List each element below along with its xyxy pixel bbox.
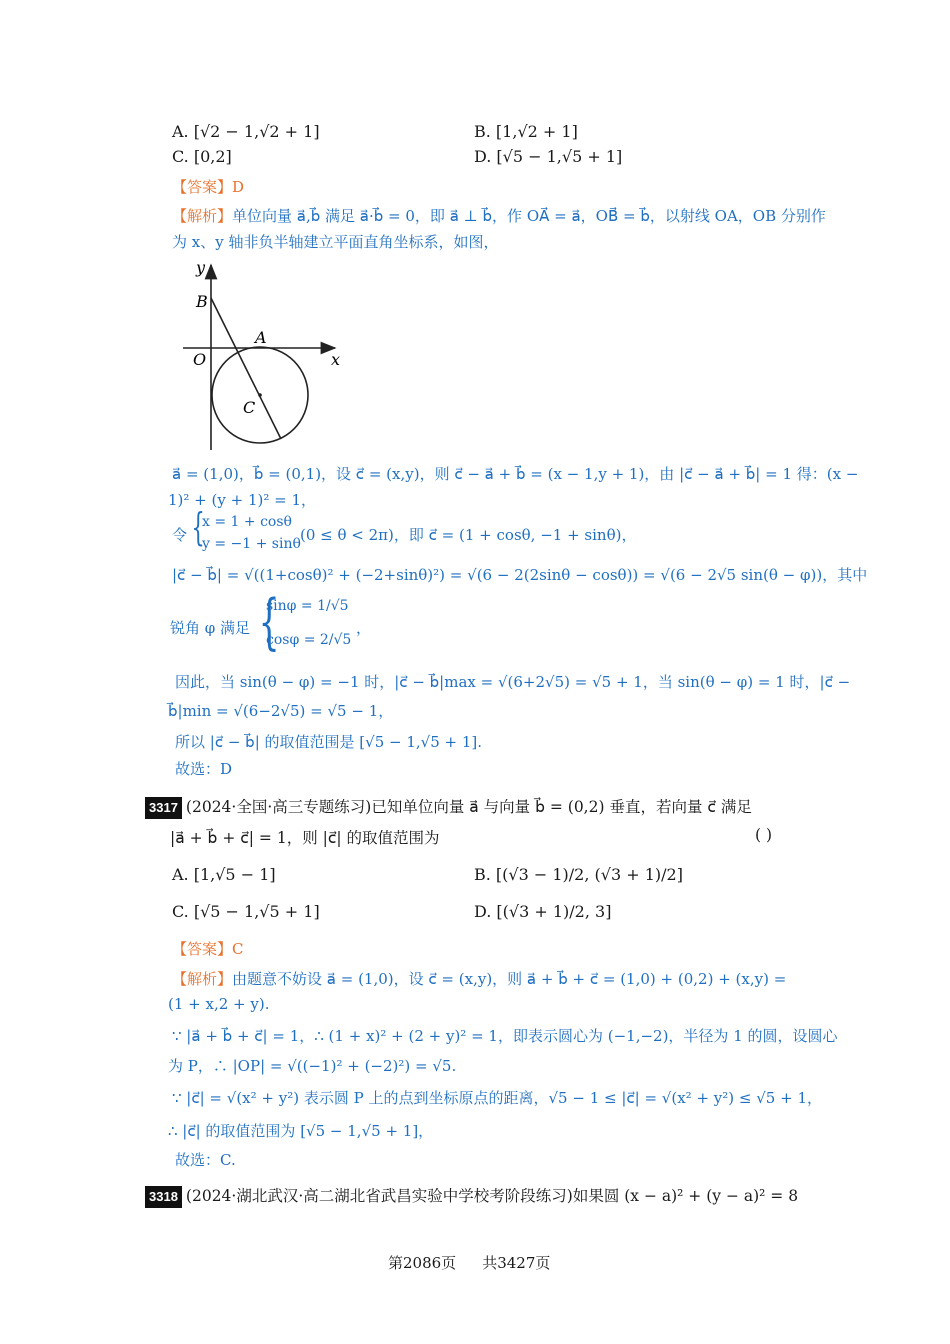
label-a: A xyxy=(255,328,267,347)
option-a: A. [√2 − 1,√2 + 1] xyxy=(172,122,320,141)
label-o: O xyxy=(193,350,207,369)
analysis-tag: 【解析】 xyxy=(172,207,233,225)
center-point xyxy=(258,393,262,397)
step-2: 1)² + (y + 1)² = 1， xyxy=(168,491,317,509)
option-c: C. [0,2] xyxy=(172,147,232,166)
answer-paren: ( ) xyxy=(755,826,773,844)
analysis-line-2: 为 x、y 轴非负半轴建立平面直角坐标系，如图， xyxy=(172,233,499,251)
page-footer xyxy=(388,1252,550,1273)
q3317-option-a: A. [1,√5 − 1] xyxy=(172,865,276,884)
question-number-3318: 3318 xyxy=(145,1186,182,1208)
label-x: x xyxy=(331,350,341,369)
label-c: C xyxy=(243,398,256,417)
answer-value: D xyxy=(232,178,245,196)
q3317-option-c: C. [√5 − 1,√5 + 1] xyxy=(172,902,320,921)
label-y: y xyxy=(196,258,206,277)
system-1-eq-2: y = −1 + sinθ xyxy=(202,536,301,552)
step-7: b⃗|min = √(6−2√5) = √5 − 1， xyxy=(168,702,394,720)
line-bc xyxy=(211,298,281,439)
question-3317-stem-1: 3317 (2024·全国·高三专题练习)已知单位向量 a⃗ 与向量 b⃗ = (0,2) 垂直，若向量 c⃗ 满足 xyxy=(145,795,752,819)
q3317-option-b: B. [(√3 − 1)/2, (√3 + 1)/2] xyxy=(474,865,683,884)
step-1: a⃗ = (1,0)，b⃗ = (0,1)，设 c⃗ = (x,y)，则 c⃗ − a⃗ + b⃗ = (x − 1,y + 1)，由 |c⃗ − a⃗ + b⃗| = 1 得：(x − xyxy=(172,465,859,483)
q3317-analysis-7: 故选：C. xyxy=(175,1151,236,1169)
question-3318-stem: 3318 (2024·湖北武汉·高二湖北省武昌实验中学校考阶段练习)如果圆 (x − a)² + (y − a)² = 8 xyxy=(145,1184,798,1208)
question-number: 3317 xyxy=(145,797,182,819)
coordinate-figure xyxy=(175,255,350,455)
step-3-let: 令 xyxy=(172,526,188,544)
analysis-line-1: 【解析】单位向量 a⃗,b⃗ 满足 a⃗·b⃗ = 0，即 a⃗ ⊥ b⃗，作 OA⃗ = a⃗，OB⃗ = b⃗，以射线 OA，OB 分别作 xyxy=(172,207,826,225)
q3317-option-d: D. [(√3 + 1)/2, 3] xyxy=(474,902,612,921)
q3317-answer-tag: 【答案】 xyxy=(172,940,233,958)
system-1-eq-1: x = 1 + cosθ xyxy=(202,514,292,530)
system-2-eq-1: sinφ = 1/√5 xyxy=(266,598,349,614)
step-6: 因此，当 sin(θ − φ) = −1 时，|c⃗ − b⃗|max = √(6+2√5) = √5 + 1，当 sin(θ − φ) = 1 时，|c⃗ − xyxy=(175,673,851,691)
system-2-eq-2: cosφ = 2/√5 xyxy=(266,632,352,648)
q3317-analysis-6: ∴ |c⃗| 的取值范围为 [√5 − 1,√5 + 1]， xyxy=(168,1122,434,1140)
label-b: B xyxy=(196,292,208,311)
q3317-analysis-tag: 【解析】 xyxy=(172,970,233,988)
system-brace-1: { xyxy=(191,505,205,549)
option-b: B. [1,√2 + 1] xyxy=(474,122,578,141)
option-d: D. [√5 − 1,√5 + 1] xyxy=(474,147,623,166)
answer-line xyxy=(172,176,244,197)
q3317-analysis-4: 为 P，∴ |OP| = √((−1)² + (−2)²) = √5. xyxy=(168,1057,457,1075)
step-8: 所以 |c⃗ − b⃗| 的取值范围是 [√5 − 1,√5 + 1]. xyxy=(175,733,483,751)
page-total: 共3427页 xyxy=(482,1254,551,1272)
question-3317-stem-2: |a⃗ + b⃗ + c⃗| = 1，则 |c⃗| 的取值范围为 xyxy=(170,829,440,847)
q3317-answer-value: C xyxy=(232,940,244,958)
q3317-analysis-3: ∵ |a⃗ + b⃗ + c⃗| = 1，∴ (1 + x)² + (2 + y)² = 1，即表示圆心为 (−1,−2)，半径为 1 的圆，设圆心 xyxy=(172,1027,838,1045)
q3317-analysis-2: (1 + x,2 + y). xyxy=(168,995,270,1013)
answer-tag: 【答案】 xyxy=(172,178,233,196)
system-brace-2: { xyxy=(258,587,280,657)
step-9: 故选：D xyxy=(175,760,233,778)
q3317-analysis-5: ∵ |c⃗| = √(x² + y²) 表示圆 P 上的点到坐标原点的距离，√5 − 1 ≤ |c⃗| = √(x² + y²) ≤ √5 + 1， xyxy=(172,1089,822,1107)
q3317-answer-line xyxy=(172,938,244,959)
step-3-rest: (0 ≤ θ < 2π)，即 c⃗ = (1 + cosθ, −1 + sinθ)， xyxy=(300,526,637,544)
step-5-comma: ， xyxy=(356,619,372,637)
page-number: 第2086页 xyxy=(388,1254,457,1272)
q3317-analysis-1: 【解析】由题意不妨设 a⃗ = (1,0)，设 c⃗ = (x,y)，则 a⃗ + b⃗ + c⃗ = (1,0) + (0,2) + (x,y) = xyxy=(172,970,787,988)
step-4: |c⃗ − b⃗| = √((1+cosθ)² + (−2+sinθ)²) = √(6 − 2(2sinθ − cosθ)) = √(6 − 2√5 sin(θ − φ))，其中 xyxy=(172,566,868,584)
step-5-acute: 锐角 φ 满足 xyxy=(170,619,251,637)
